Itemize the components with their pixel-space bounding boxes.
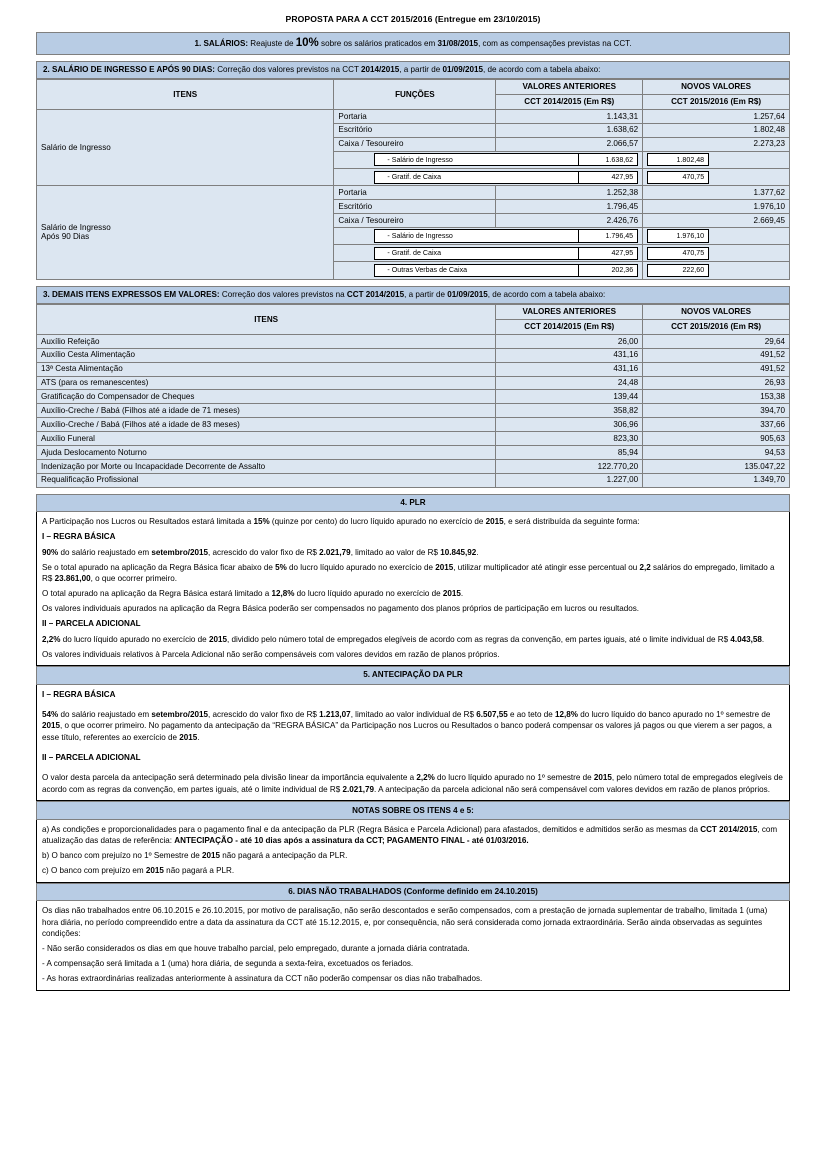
dias-bullet-3: - As horas extraordinárias realizadas anteriormente à assinatura da CCT não poderão compensar os dias não trabalhados. <box>42 974 483 984</box>
valor-anterior-cell: 122.770,20 <box>496 459 643 473</box>
valor-novo-cell: 2.669,45 <box>643 213 790 227</box>
valor-novo-cell: 1.377,62 <box>643 186 790 200</box>
subrow-label-wrap <box>334 262 643 279</box>
antecipacao-paragraph-2 <box>42 772 784 795</box>
valor-anterior-cell: 823,30 <box>496 432 643 446</box>
subrow-valor-novo-wrap <box>643 227 790 244</box>
p3-v: 23.861,00 <box>54 574 91 584</box>
subrow-valor-novo-wrap <box>643 151 790 168</box>
a1-year2: 2015 <box>179 732 198 742</box>
a1-a: do salário reajustado em <box>58 710 152 719</box>
a1-v2: 6.507,55 <box>476 710 508 719</box>
antecipacao-parcela-adicional-heading: II – PARCELA ADICIONAL <box>42 752 141 762</box>
section-2-date: 01/09/2015 <box>442 64 483 74</box>
section-3-header <box>36 286 790 304</box>
subrow-label: - Salário de Ingresso <box>374 229 578 242</box>
plr-paragraph-4 <box>42 588 784 599</box>
subrow-valor-anterior: 427,95 <box>578 247 638 260</box>
antecipacao-paragraph-1 <box>42 709 784 743</box>
valor-novo-cell: 135.047,22 <box>643 459 790 473</box>
table-row <box>37 459 790 473</box>
p3-mult: 2,2 <box>639 562 651 572</box>
p4-a: O total apurado na aplicação da Regra Básica estará limitado a <box>42 589 272 599</box>
p2-mes: setembro/2015 <box>151 547 209 557</box>
p6-a: do lucro líquido apurado no exercício de <box>60 634 209 644</box>
section-1-text-b: sobre os salários praticados em <box>318 39 438 49</box>
subrow-valor-anterior: 427,95 <box>578 171 638 184</box>
table-row <box>37 334 790 348</box>
p2-v1: 2.021,79 <box>319 547 351 557</box>
valor-anterior-cell: 306,96 <box>496 418 643 432</box>
nota-b-year: 2015 <box>201 851 220 861</box>
col-novos-valores: NOVOS VALORES <box>643 80 790 95</box>
p2-b: , acrescido do valor fixo de R$ <box>208 547 320 557</box>
item-cell: 13ª Cesta Alimentação <box>37 362 496 376</box>
subrow-valor-anterior: 1.638,62 <box>578 153 638 166</box>
item-cell: Requalificação Profissional <box>37 473 496 487</box>
table-header-row <box>37 305 790 320</box>
p6-pct: 2,2% <box>42 634 61 644</box>
a1-g: . <box>197 732 200 742</box>
subrow-valor-novo: 470,75 <box>647 171 709 184</box>
p3-c: , utilizar multiplicador até atingir esse percentual ou <box>453 562 640 572</box>
valor-novo-cell: 905,63 <box>643 432 790 446</box>
a2-year: 2015 <box>593 773 612 783</box>
funcao-cell: Portaria <box>334 109 496 123</box>
valor-anterior-cell: 2.066,57 <box>496 137 643 151</box>
nota-a-bold: ANTECIPAÇÃO - até 10 dias após a assinatura da CCT; PAGAMENTO FINAL - até 01/03/2016. <box>174 836 529 846</box>
section-6-body <box>36 901 790 990</box>
subrow-valor-novo-wrap <box>643 245 790 262</box>
plr-regra-basica-heading: I – REGRA BÁSICA <box>42 532 116 542</box>
demais-itens-table <box>36 304 790 488</box>
dias-bullet-2: - A compensação será limitada a 1 (uma) hora diária, de segunda a sexta-feira, excetuados os feriados. <box>42 959 414 969</box>
col-funcoes: FUNÇÕES <box>334 80 496 110</box>
a1-year: 2015 <box>42 721 61 731</box>
a2-c: , pelo número total de empregados elegíveis de acordo com as regras da convenção, em partes iguais, até o limite individual de R$ <box>42 773 783 794</box>
valor-novo-cell: 2.273,23 <box>643 137 790 151</box>
valor-anterior-cell: 431,16 <box>496 362 643 376</box>
p4-year: 2015 <box>442 589 461 599</box>
subrow-label: - Gratif. de Caixa <box>374 247 578 260</box>
section-4-title: 4. PLR <box>400 497 426 507</box>
subrow-valor-anterior: 202,36 <box>578 264 638 277</box>
col-valores-anteriores-sub: CCT 2014/2015 (Em R$) <box>496 95 643 110</box>
section-1-percent: 10% <box>295 37 319 50</box>
table-row <box>37 432 790 446</box>
valor-anterior-cell: 1.227,00 <box>496 473 643 487</box>
nota-a-2: , com atualização das datas de referência: <box>42 824 778 846</box>
nota-a-cct: CCT 2014/2015 <box>700 824 758 834</box>
item-cell: Auxílio-Creche / Babá (Filhos até a idade de 83 meses) <box>37 418 496 432</box>
section-1-label: 1. SALÁRIOS: <box>194 39 249 49</box>
section-3-text-c: , de acordo com a tabela abaixo: <box>487 289 606 299</box>
valor-anterior-cell: 1.638,62 <box>496 123 643 137</box>
valor-novo-cell: 29,64 <box>643 334 790 348</box>
section-3-cct: CCT 2014/2015 <box>346 289 405 299</box>
table-row <box>37 348 790 362</box>
section-5-body <box>36 685 790 802</box>
a1-b: , acrescido do valor fixo de R$ <box>208 710 320 719</box>
valor-novo-cell: 1.349,70 <box>643 473 790 487</box>
subrow-valor-novo: 470,75 <box>647 247 709 260</box>
item-cell: Indenização por Morte ou Incapacidade Decorrente de Assalto <box>37 459 496 473</box>
table-row <box>37 390 790 404</box>
notas-body <box>36 820 790 883</box>
valor-novo-cell: 394,70 <box>643 404 790 418</box>
plr-paragraph-6 <box>42 634 784 645</box>
p3-e: , o que ocorrer primeiro. <box>90 574 177 584</box>
a1-v1: 1.213,07 <box>319 710 351 719</box>
section-1-date: 31/08/2015 <box>437 39 479 49</box>
valor-novo-cell: 491,52 <box>643 348 790 362</box>
p3-pct: 5% <box>275 562 287 572</box>
p2-v2: 10.845,92 <box>440 547 477 557</box>
table-row <box>37 473 790 487</box>
a1-c: , limitado ao valor individual de R$ <box>350 710 477 719</box>
col-valores-anteriores: VALORES ANTERIORES <box>496 305 643 320</box>
a2-pct: 2,2% <box>416 773 435 783</box>
funcao-cell: Portaria <box>334 186 496 200</box>
section-2-text-b: , a partir de <box>399 64 443 74</box>
plr-parcela-adicional-heading: II – PARCELA ADICIONAL <box>42 619 141 629</box>
p4-c: . <box>460 589 464 599</box>
valor-anterior-cell: 1.143,31 <box>496 109 643 123</box>
dias-paragraph-1: Os dias não trabalhados entre 06.10.2015 e 26.10.2015, por motivo de paralisação, não serão descontados e serão compensados, com a prestação de jornada suplementar de trabalho, limitada 1 (uma) hora diária, no período compreendido entre a data da assinatura da CCT até 15.12.2015, e, por consequência, não será considerada como jornada extraordinária. Serão ainda observadas as seguintes condições: <box>42 906 768 939</box>
table-row <box>37 404 790 418</box>
subrow-valor-anterior: 1.796,45 <box>578 229 638 242</box>
plr-paragraph-2 <box>42 547 784 558</box>
p2-d: . <box>476 547 479 557</box>
section-2-label: 2. SALÁRIO DE INGRESSO E APÓS 90 DIAS: <box>43 64 215 74</box>
section-5-title: 5. ANTECIPAÇÃO DA PLR <box>363 670 463 680</box>
notas-title: NOTAS SOBRE OS ITENS 4 e 5: <box>352 805 474 815</box>
p6-year: 2015 <box>208 634 227 644</box>
subrow-label: - Outras Verbas de Caixa <box>374 264 578 277</box>
table-row <box>37 186 790 200</box>
section-4-header <box>36 494 790 512</box>
p1-year: 2015 <box>485 517 504 527</box>
p1-b: (quinze por cento) do lucro líquido apurado no exercício de <box>269 517 486 527</box>
a1-e: do lucro líquido do banco apurado no 1º semestre de <box>577 710 771 719</box>
p6-v: 4.043,58 <box>730 634 762 644</box>
table-header-row <box>37 80 790 95</box>
p6-c: . <box>761 634 765 644</box>
valor-novo-cell: 94,53 <box>643 446 790 460</box>
p4-b: do lucro líquido apurado no exercício de <box>294 589 443 599</box>
subrow-label: - Salário de Ingresso <box>374 153 578 166</box>
antecipacao-regra-basica-heading: I – REGRA BÁSICA <box>42 689 116 699</box>
table-row <box>37 109 790 123</box>
item-cell: Auxílio-Creche / Babá (Filhos até a idade de 71 meses) <box>37 404 496 418</box>
col-itens: ITENS <box>37 305 496 335</box>
plr-paragraph-7: Os valores individuais relativos à Parcela Adicional não serão compensáveis com valores devidos em razão de planos próprios. <box>42 649 500 659</box>
item-cell: ATS (para os remanescentes) <box>37 376 496 390</box>
table-row <box>37 362 790 376</box>
section-6-title: 6. DIAS NÃO TRABALHADOS (Conforme definido em 24.10.2015) <box>288 887 538 897</box>
salario-ingresso-table <box>36 79 790 279</box>
valor-anterior-cell: 26,00 <box>496 334 643 348</box>
subrow-valor-novo-wrap <box>643 168 790 185</box>
dias-bullet-1: - Não serão considerados os dias em que houve trabalho parcial, pelo empregado, durante a jornada diária contratada. <box>42 944 470 954</box>
section-5-header <box>36 666 790 684</box>
funcao-cell: Escritório <box>334 123 496 137</box>
valor-novo-cell: 337,66 <box>643 418 790 432</box>
a1-pct2: 12,8% <box>555 710 578 719</box>
col-valores-anteriores: VALORES ANTERIORES <box>496 80 643 95</box>
group-1-item: Salário de Ingresso <box>37 109 334 185</box>
section-4-body <box>36 512 790 666</box>
valor-anterior-cell: 1.252,38 <box>496 186 643 200</box>
section-3-label: 3. DEMAIS ITENS EXPRESSOS EM VALORES: <box>43 289 220 299</box>
p3-year: 2015 <box>435 562 454 572</box>
p3-d: salários do empregado, limitado a R$ <box>42 562 775 584</box>
section-1-text-c: , com as compensações previstas na CCT. <box>478 39 632 49</box>
p1-pct: 15% <box>253 517 270 527</box>
p1-a: A Participação nos Lucros ou Resultados estará limitada a <box>42 517 254 527</box>
nota-b-2: não pagará a antecipação da PLR. <box>219 851 348 861</box>
plr-paragraph-1 <box>42 516 784 527</box>
valor-anterior-cell: 85,94 <box>496 446 643 460</box>
table-row <box>37 446 790 460</box>
section-2-cct: 2014/2015 <box>361 64 400 74</box>
valor-novo-cell: 1.257,64 <box>643 109 790 123</box>
section-6-header <box>36 883 790 901</box>
subrow-valor-novo-wrap <box>643 262 790 279</box>
nota-b <box>42 850 784 861</box>
table-row <box>37 418 790 432</box>
page-title: PROPOSTA PARA A CCT 2015/2016 (Entregue em 23/10/2015) <box>285 14 541 24</box>
section-1-text-a: Reajuste de <box>248 39 296 49</box>
p4-pct: 12,8% <box>271 589 295 599</box>
subrow-label: - Gratif. de Caixa <box>374 171 578 184</box>
funcao-cell: Escritório <box>334 200 496 214</box>
subrow-valor-novo: 1.976,10 <box>647 229 709 242</box>
p2-c: , limitado ao valor de R$ <box>350 547 441 557</box>
p3-a: Se o total apurado na aplicação da Regra Básica ficar abaixo de <box>42 562 276 572</box>
valor-anterior-cell: 358,82 <box>496 404 643 418</box>
valor-anterior-cell: 2.426,76 <box>496 213 643 227</box>
item-cell: Auxílio Cesta Alimentação <box>37 348 496 362</box>
section-3-text-a: Correção dos valores previstos na <box>219 289 347 299</box>
subrow-label-wrap <box>334 227 643 244</box>
nota-c-2: não pagará a PLR. <box>163 866 235 876</box>
item-cell: Auxílio Funeral <box>37 432 496 446</box>
section-1-header <box>36 32 790 55</box>
subrow-valor-novo: 222,60 <box>647 264 709 277</box>
valor-anterior-cell: 24,48 <box>496 376 643 390</box>
nota-c-year: 2015 <box>145 866 164 876</box>
item-cell: Auxílio Refeição <box>37 334 496 348</box>
a2-b: do lucro líquido apurado no 1º semestre de <box>434 773 594 783</box>
plr-paragraph-3 <box>42 562 784 585</box>
p2-pct: 90% <box>42 547 59 557</box>
p1-c: , e será distribuída da seguinte forma: <box>503 517 640 527</box>
a2-a: O valor desta parcela da antecipação será determinado pela divisão linear da importância equivalente a <box>42 773 417 783</box>
subrow-label-wrap <box>334 168 643 185</box>
valor-anterior-cell: 431,16 <box>496 348 643 362</box>
subrow-valor-novo: 1.802,48 <box>647 153 709 166</box>
section-2-header <box>36 61 790 79</box>
col-itens: ITENS <box>37 80 334 110</box>
col-novos-valores-sub: CCT 2015/2016 (Em R$) <box>643 95 790 110</box>
a1-pct: 54% <box>42 710 59 719</box>
valor-anterior-cell: 1.796,45 <box>496 200 643 214</box>
valor-novo-cell: 1.802,48 <box>643 123 790 137</box>
valor-anterior-cell: 139,44 <box>496 390 643 404</box>
item-cell: Ajuda Deslocamento Noturno <box>37 446 496 460</box>
p2-a: do salário reajustado em <box>58 547 152 557</box>
section-3-text-b: , a partir de <box>404 289 448 299</box>
subrow-label-wrap <box>334 245 643 262</box>
section-3-date: 01/09/2015 <box>447 289 488 299</box>
valor-novo-cell: 491,52 <box>643 362 790 376</box>
valor-novo-cell: 153,38 <box>643 390 790 404</box>
a1-d: e ao teto de <box>507 710 555 719</box>
col-valores-anteriores-sub: CCT 2014/2015 (Em R$) <box>496 320 643 335</box>
funcao-cell: Caixa / Tesoureiro <box>334 213 496 227</box>
subrow-label-wrap <box>334 151 643 168</box>
funcao-cell: Caixa / Tesoureiro <box>334 137 496 151</box>
nota-a <box>42 824 784 847</box>
nota-b-1: b) O banco com prejuízo no 1º Semestre de <box>42 851 202 861</box>
notas-header <box>36 801 790 819</box>
group-2-item-line2: Após 90 Dias <box>41 232 90 242</box>
nota-c <box>42 865 784 876</box>
a2-v: 2.021,79 <box>342 784 375 794</box>
item-cell: Gratificação do Compensador de Cheques <box>37 390 496 404</box>
col-novos-valores: NOVOS VALORES <box>643 305 790 320</box>
group-2-item-line1: Salário de Ingresso <box>41 222 111 232</box>
table-row <box>37 376 790 390</box>
plr-paragraph-5: Os valores individuais apurados na aplicação da Regra Básica poderão ser compensados no pagamento dos planos próprios de participação em lucros ou resultados. <box>42 604 640 614</box>
a2-d: . A antecipação da parcela adicional não será compensável com valores devidos em razão de planos próprios. <box>374 784 770 794</box>
col-novos-valores-sub: CCT 2015/2016 (Em R$) <box>643 320 790 335</box>
section-2-text-a: Correção dos valores previstos na CCT <box>214 64 362 74</box>
p3-b: do lucro líquido apurado no exercício de <box>286 562 436 572</box>
valor-novo-cell: 1.976,10 <box>643 200 790 214</box>
nota-a-1: a) As condições e proporcionalidades para o pagamento final e da antecipação da PLR (Regra Básica e Parcela Adicional) para afastados, demitidos e admitidos serão as mesmas da <box>42 824 701 834</box>
a1-mes: setembro/2015 <box>151 710 209 719</box>
valor-novo-cell: 26,93 <box>643 376 790 390</box>
a1-f: , o que ocorrer primeiro. No pagamento da antecipação da “REGRA BÁSICA” da Participação nos Lucros ou Resultados o banco poderá compensar os valores já pagos ou que vierem a ser pagos, a esse título, referentes ao exercício de <box>42 721 772 742</box>
group-2-item <box>37 186 334 280</box>
nota-c-1: c) O banco com prejuízo em <box>42 866 146 876</box>
p6-b: , dividido pelo número total de empregados elegíveis de acordo com as regras da convenção, em partes iguais, até o limite individual de R$ <box>226 634 731 644</box>
section-2-text-c: , de acordo com a tabela abaixo: <box>483 64 601 74</box>
